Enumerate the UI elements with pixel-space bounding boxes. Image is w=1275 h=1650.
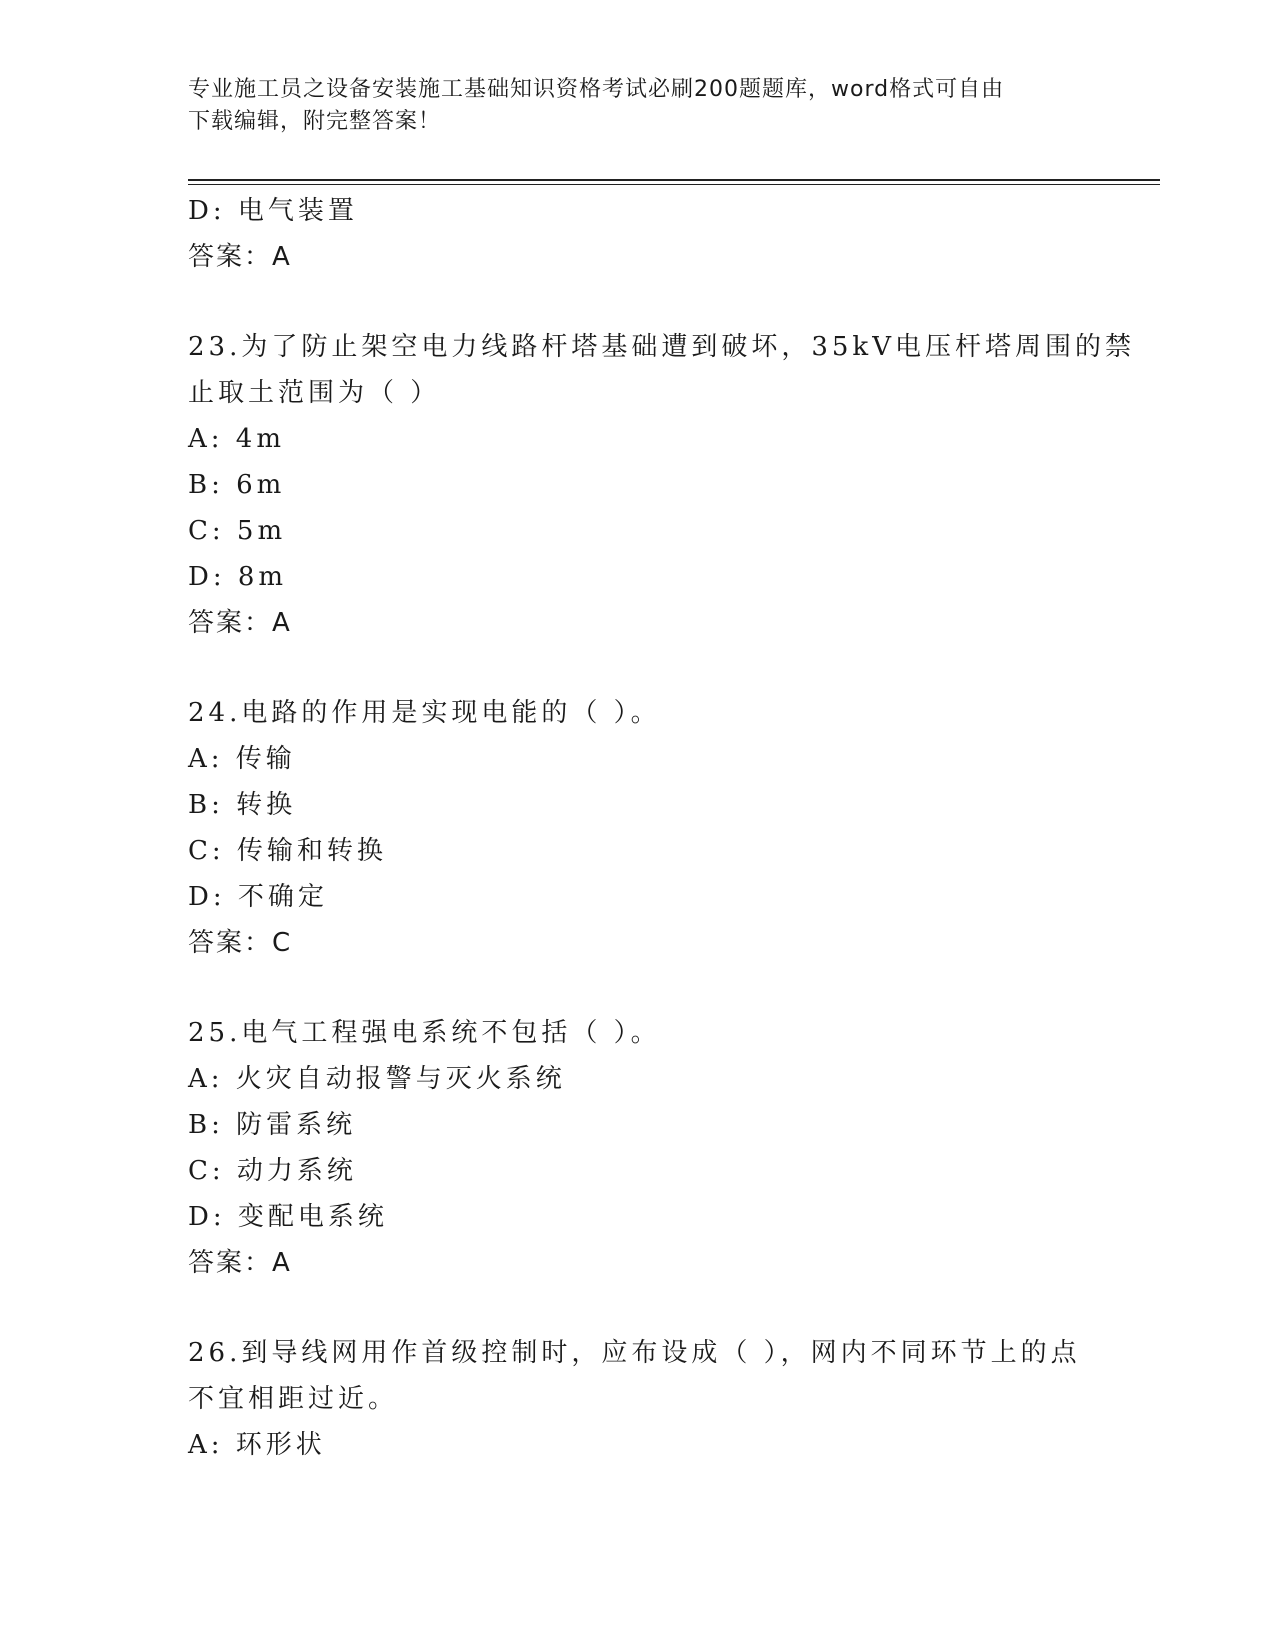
question-25 (188, 1010, 1088, 1286)
option-d: D: 电气装置 (188, 196, 358, 226)
spacer (188, 966, 1088, 1010)
question-stem: 23.为了防止架空电力线路杆塔基础遭到破坏，35kV电压杆塔周围的禁 (188, 332, 1135, 362)
option-b: B: 防雷系统 (188, 1110, 357, 1140)
option-a: A: 4m (188, 424, 285, 454)
option-c: C: 5m (188, 516, 287, 546)
question-list (188, 188, 1135, 1468)
option-a: A: 火灾自动报警与灭火系统 (188, 1064, 566, 1094)
option-d: D: 不确定 (188, 882, 328, 912)
spacer (188, 1286, 1088, 1330)
spacer (188, 646, 1088, 690)
header-divider-top (188, 179, 1160, 181)
question-23 (188, 324, 1135, 646)
question-stem-continued: 止取土范围为（ ） (188, 378, 441, 408)
answer-label: 答案：C (188, 928, 293, 958)
option-a: A: 传输 (188, 744, 296, 774)
option-c: C: 动力系统 (188, 1156, 357, 1186)
document-header (188, 74, 1088, 138)
option-c: C: 传输和转换 (188, 836, 387, 866)
question-stem: 25.电气工程强电系统不包括（ ）。 (188, 1018, 661, 1048)
question-stem: 26.到导线网用作首级控制时，应布设成（ ），网内不同环节上的点 (188, 1338, 1081, 1368)
header-line-2: 下载编辑，附完整答案！ (188, 109, 442, 134)
question-stem: 24.电路的作用是实现电能的（ ）。 (188, 698, 661, 728)
header-line-1: 专业施工员之设备安装施工基础知识资格考试必刷200题题库，word格式可自由 (188, 77, 1005, 102)
option-b: B: 转换 (188, 790, 297, 820)
spacer (188, 280, 1088, 324)
option-a: A: 环形状 (188, 1430, 326, 1460)
answer-label: 答案：A (188, 242, 292, 272)
option-b: B: 6m (188, 470, 286, 500)
answer-label: 答案：A (188, 1248, 292, 1278)
answer-label: 答案：A (188, 608, 292, 638)
question-24 (188, 690, 1088, 966)
option-d: D: 8m (188, 562, 288, 592)
option-d: D: 变配电系统 (188, 1202, 388, 1232)
question-stem-continued: 不宜相距过近。 (188, 1384, 399, 1414)
question-22-fragment (188, 188, 1088, 280)
header-divider-bottom (188, 184, 1160, 185)
question-26 (188, 1330, 1088, 1468)
